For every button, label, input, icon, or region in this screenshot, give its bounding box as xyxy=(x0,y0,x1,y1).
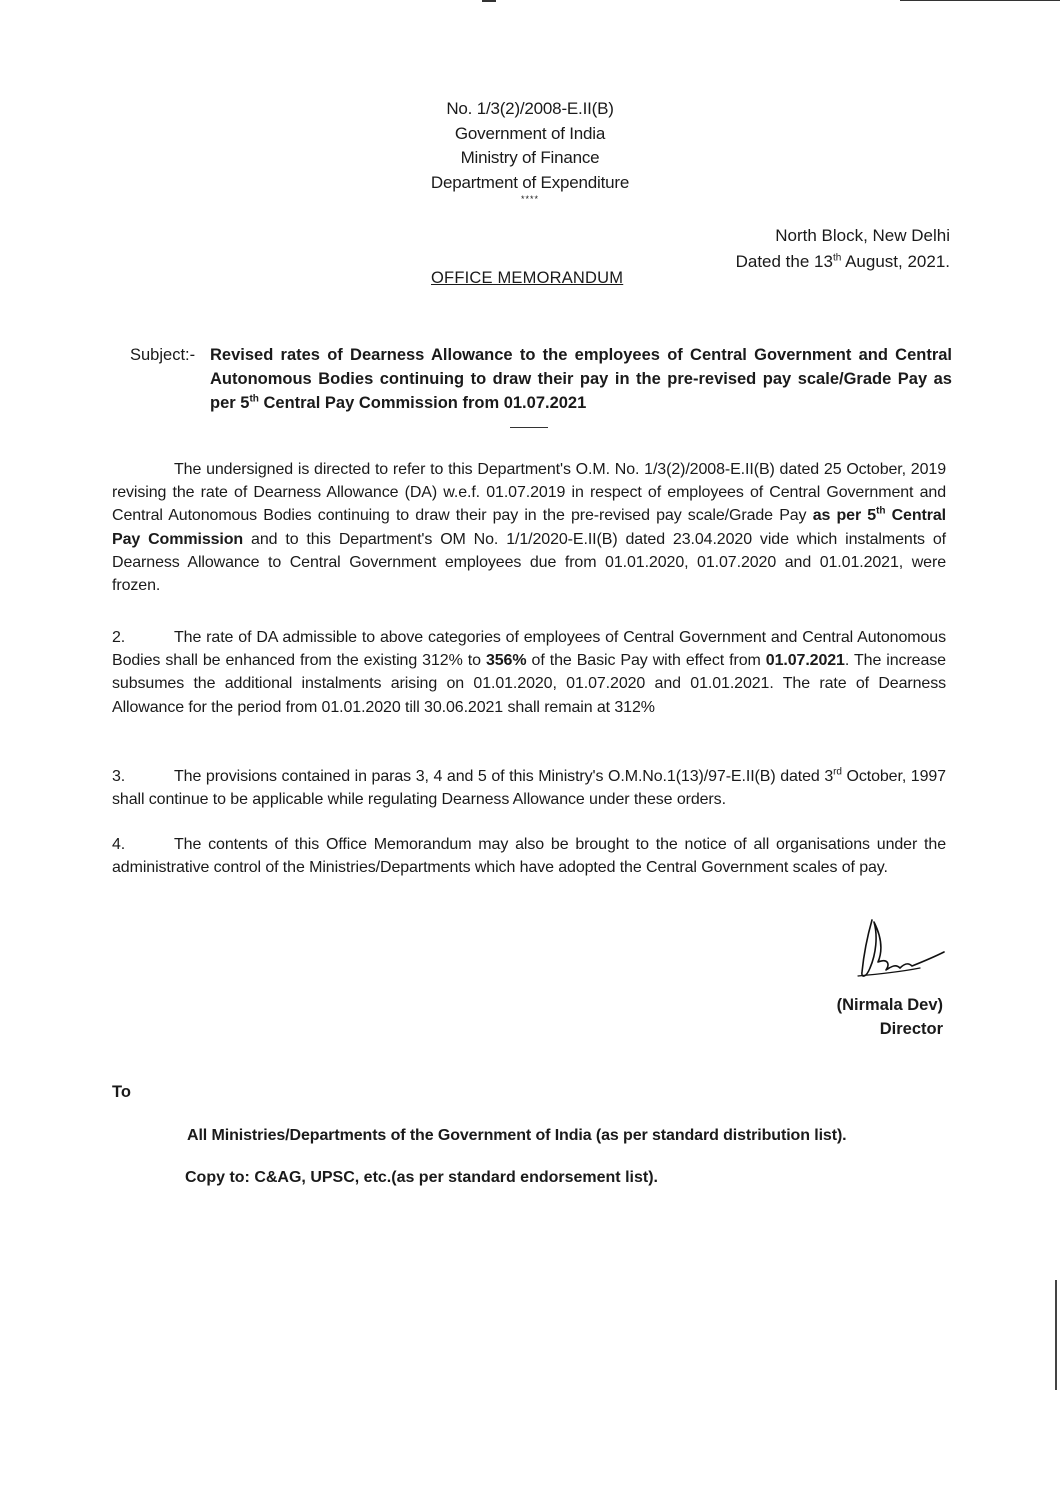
subject-block xyxy=(130,343,952,415)
date: Dated the 13th August, 2021. xyxy=(735,252,950,271)
document-header xyxy=(380,97,680,203)
to-label: To xyxy=(112,1083,131,1101)
paragraph-2: 2. The rate of DA admissible to above categories of employees of Central Government and Central Autonomous Bodies shall be enhanced from the existing 312% to 356% of the Basic Pay with effect from 01.07.2021. The increase subsumes the additional instalments arising on 01.01.2020, 01.07.2020 and 01.01.2021. The rate of Dearness Allowance for the period from 01.01.2020 till 30.06.2021 shall remain at 312% xyxy=(112,629,946,716)
memo-title: OFFICE MEMORANDUM xyxy=(431,269,624,287)
subject-text: Revised rates of Dearness Allowance to the employees of Central Government and Central Autonomous Bodies continuing to draw their pay in the pre-revised pay scale/Grade Pay as per 5th Central Pay Commission from 01.07.2021 xyxy=(210,346,952,412)
department-name: Department of Expenditure xyxy=(430,172,630,192)
scan-artifact xyxy=(482,0,496,2)
scan-artifact xyxy=(900,0,1060,1)
signatory-name: (Nirmala Dev) xyxy=(836,996,943,1014)
separator-dash xyxy=(510,427,548,428)
paragraph-3: 3. The provisions contained in paras 3, 4 and 5 of this Ministry's O.M.No.1(13)/97-E.II(B) dated 3rd October, 1997 shall continue to be applicable while regulating Dearness Allowance under these orders. xyxy=(112,766,946,809)
place-and-date xyxy=(736,223,950,275)
signatory-block xyxy=(837,993,943,1041)
signatory-designation: Director xyxy=(879,1020,943,1038)
copy-to-list: Copy to: C&AG, UPSC, etc.(as per standard endorsement list). xyxy=(185,1169,658,1186)
place: North Block, New Delhi xyxy=(775,226,950,245)
scan-artifact xyxy=(1055,1280,1057,1390)
reference-number: No. 1/3(2)/2008-E.II(B) xyxy=(446,99,614,118)
subject-label: Subject:- xyxy=(130,346,196,364)
header-stars: **** xyxy=(520,194,539,204)
paragraph-4: 4. The contents of this Office Memorandum may also be brought to the notice of all organisations under the administrative control of the Ministries/Departments which have adopted the Central Government scales of pay. xyxy=(112,836,946,877)
government-name: Government of India xyxy=(454,123,606,143)
paragraph-1: The undersigned is directed to refer to this Department's O.M. No. 1/3(2)/2008-E.II(B) dated 25 October, 2019 revising the rate of Dearness Allowance (DA) w.e.f. 01.07.2019 in respect of employees of Central Government and Central Autonomous Bodies continuing to draw their pay in the pre-revised pay scale/Grade Pay as per 5th Central Pay Commission and to this Department's OM No. 1/1/2020-E.II(B) dated 23.04.2020 vide which instalments of Dearness Allowance to Central Government employees due from 01.01.2020, 01.07.2020 and 01.01.2021, were frozen. xyxy=(112,461,947,595)
signature-image xyxy=(850,912,950,992)
ministry-name: Ministry of Finance xyxy=(460,148,600,167)
distribution-list: All Ministries/Departments of the Government of India (as per standard distribution list). xyxy=(187,1127,847,1144)
